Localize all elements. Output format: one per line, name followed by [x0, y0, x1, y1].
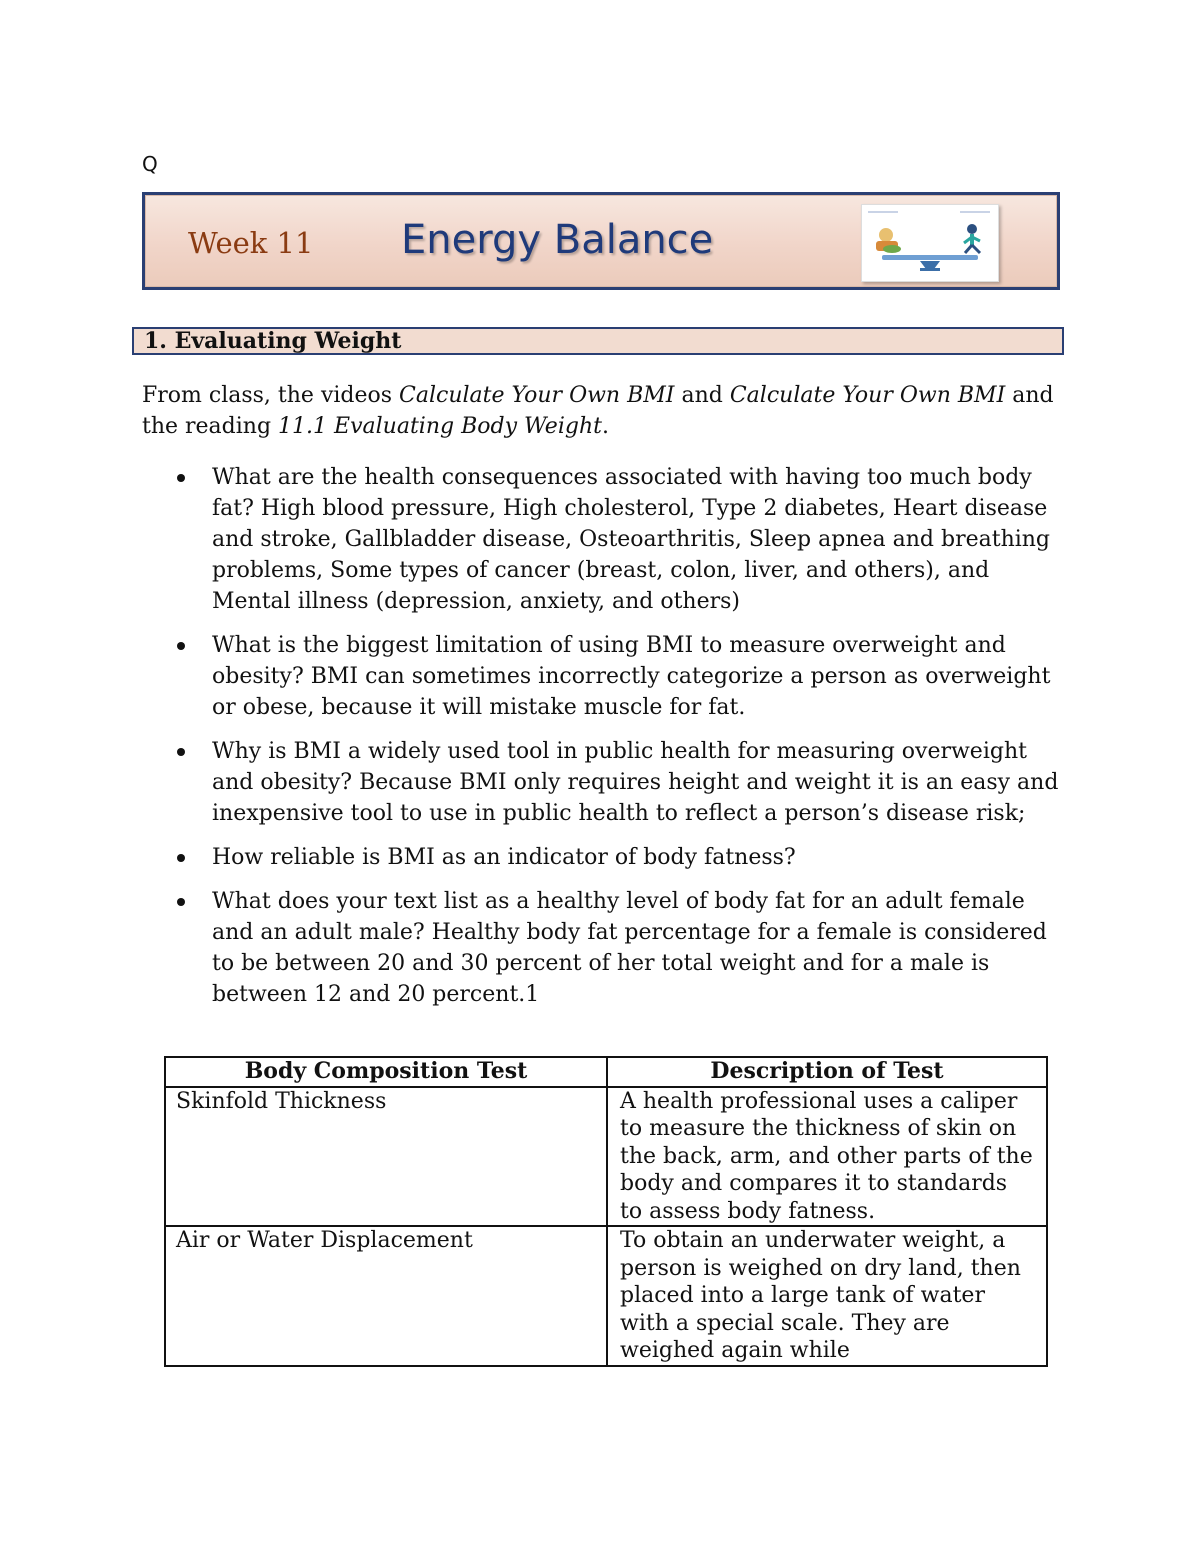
section-heading: 1. Evaluating Weight [132, 327, 1064, 355]
list-item [142, 886, 1062, 1010]
question-text: What does your text list as a healthy level of body fat for an adult female and an adult male? Healthy body fat percentage for a female is considered to be between 20 and 30 percent of her total weight and for a male is between 12 and 20 percent.1 [212, 889, 1047, 1007]
table-row [165, 1087, 1047, 1227]
intro-text: and [674, 383, 730, 408]
video-title: Calculate Your Own BMI [729, 383, 1006, 408]
bullet-icon [177, 898, 185, 906]
reading-title: 11.1 Evaluating Body Weight [278, 414, 602, 439]
list-item [142, 842, 1062, 873]
column-header: Body Composition Test [165, 1057, 607, 1087]
test-name-cell: Skinfold Thickness [165, 1087, 607, 1227]
week-banner [142, 192, 1060, 290]
question-text: What is the biggest limitation of using BMI to measure overweight and obesity? BMI can sometimes incorrectly categorize a person as overweight or obese, because it will mistake muscle for fat. [212, 633, 1051, 720]
column-header: Description of Test [607, 1057, 1047, 1087]
test-name-cell: Air or Water Displacement [165, 1226, 607, 1366]
stray-text: Q [142, 152, 158, 176]
intro-text: . [601, 414, 609, 439]
table-header-row [165, 1057, 1047, 1087]
bullet-icon [177, 748, 185, 756]
table-row [165, 1226, 1047, 1366]
list-item [142, 462, 1062, 617]
intro-text: From class, the videos [142, 383, 400, 408]
list-item [142, 630, 1062, 723]
question-text: What are the health consequences associated with having too much body fat? High blood pressure, High cholesterol, Type 2 diabetes, Heart disease and stroke, Gallbladder disease, Osteoarthritis, Sleep apnea and breathing problems, Some types of cancer (breast, colon, liver, and others), and Mental illness (depression, anxiety, and others) [212, 465, 1051, 614]
banner-week-label: Week 11 [188, 226, 314, 260]
test-description-cell: A health professional uses a caliper to measure the thickness of skin on the back, arm, and other parts of the body and compares it to standards to assess body fatness. [607, 1087, 1047, 1227]
bullet-icon [177, 474, 185, 482]
intro-text: and the reading [142, 383, 1054, 439]
balance-scale-icon [861, 204, 999, 282]
question-list [142, 462, 1062, 1023]
video-title: Calculate Your Own BMI [399, 383, 675, 408]
intro-paragraph [142, 380, 1062, 442]
bullet-icon [177, 854, 185, 862]
body-composition-table [164, 1056, 1048, 1367]
question-text: Why is BMI a widely used tool in public health for measuring overweight and obesity? Because BMI only requires height and weight it is an easy and inexpensive tool to use in public health to reflect a person’s disease risk; [212, 739, 1059, 826]
banner-title: Energy Balance [401, 217, 714, 263]
test-description-cell: To obtain an underwater weight, a person is weighed on dry land, then placed into a large tank of water with a special scale. They are weighed again while [607, 1226, 1047, 1366]
question-text: How reliable is BMI as an indicator of body fatness? [212, 845, 796, 870]
list-item [142, 736, 1062, 829]
bullet-icon [177, 642, 185, 650]
